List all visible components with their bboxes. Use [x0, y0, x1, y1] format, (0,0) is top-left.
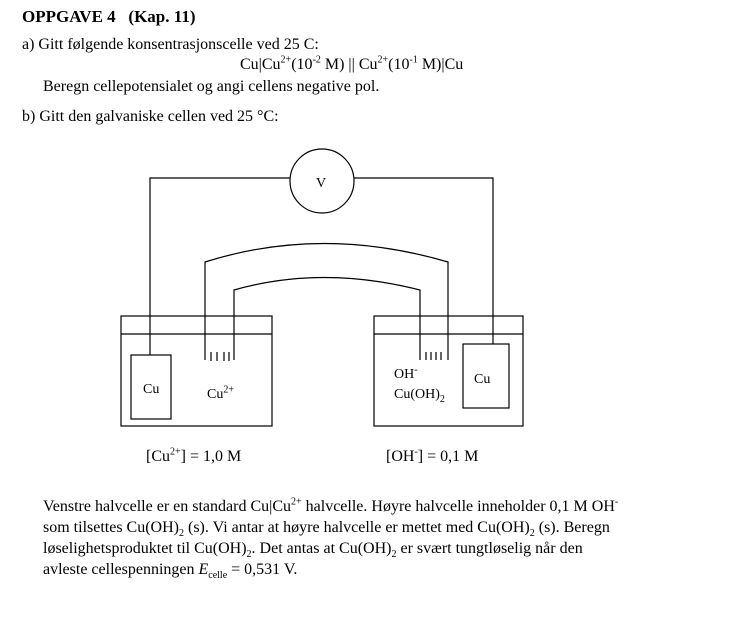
paragraph-line-4 [43, 561, 298, 582]
p4sub: celle [208, 570, 228, 582]
right-concentration [386, 448, 478, 466]
right-conc-charge: - [414, 446, 418, 458]
right-conc-value: ] = 0,1 M [417, 448, 479, 465]
left-beaker [121, 316, 272, 426]
p4b: = 0,531 V. [227, 561, 298, 578]
voltmeter-label: V [316, 176, 327, 191]
right-wire [354, 178, 493, 344]
part-a-question: Beregn cellepotensialet og angi cellens negative pol. [43, 78, 380, 95]
right-electrode-label: Cu [474, 372, 491, 387]
chapter-label: (Kap. 11) [128, 7, 196, 26]
part-b-intro: b) Gitt den galvaniske cellen ved 25 °C: [22, 108, 279, 125]
cell-right-conc: (10 [388, 56, 410, 73]
p2sub: 2 [179, 528, 184, 540]
cell-left-conc-close: M) || Cu [320, 56, 378, 73]
p4a: avleste cellespenningen [43, 561, 199, 578]
left-conc-charge: 2+ [170, 446, 181, 458]
cell-right-charge: 2+ [377, 54, 389, 66]
right-precip-sub: 2 [439, 393, 445, 405]
p2sub2: 2 [529, 528, 535, 540]
part-a-intro: a) Gitt følgende konsentrasjonscelle ved 25 C: [22, 36, 319, 53]
cell-right-exp: -1 [409, 54, 418, 66]
paragraph-line-1 [43, 498, 618, 516]
p3sub: 2 [246, 549, 252, 561]
right-precip: Cu(OH) [394, 387, 440, 402]
p1sup: 2+ [291, 496, 302, 508]
right-ion: OH [394, 367, 415, 382]
left-concentration [146, 448, 241, 466]
p4e: E [198, 561, 209, 578]
left-ion-label [207, 386, 234, 404]
left-conc-open: [Cu [146, 448, 170, 465]
salt-bridge-inner [234, 278, 420, 361]
p3sub2: 2 [391, 549, 397, 561]
p2b: (s). Vi antar at høyre halvcelle er mettet med Cu(OH) [184, 519, 530, 536]
left-conc-value: ] = 1,0 M [180, 448, 242, 465]
p2c: (s). Beregn [534, 519, 610, 536]
right-precip-label [394, 386, 445, 404]
cell-left-exp: -2 [312, 54, 321, 66]
left-electrode-label: Cu [143, 382, 160, 397]
cell-left-charge: 2+ [280, 54, 292, 66]
paragraph-line-3 [43, 540, 583, 561]
left-wire [150, 178, 290, 355]
left-ion: Cu [207, 387, 224, 402]
p3a: løselighetsproduktet til Cu(OH) [43, 540, 247, 557]
right-ion-label [394, 366, 418, 384]
p1a: Venstre halvcelle er en standard Cu|Cu [43, 498, 292, 515]
left-ion-charge: 2+ [223, 384, 234, 396]
cell-left-conc: (10 [291, 56, 313, 73]
salt-bridge-outer [205, 244, 448, 361]
cell-right-conc-close: M)|Cu [417, 56, 464, 73]
right-conc-open: [OH [386, 448, 415, 465]
paragraph-line-2 [43, 519, 610, 540]
right-ion-charge: - [414, 364, 418, 376]
task-label: OPPGAVE 4 [22, 7, 116, 26]
p2a: som tilsettes Cu(OH) [43, 519, 179, 536]
p3c: er svært tungtløselig når den [396, 540, 583, 557]
p1b: halvcelle. Høyre halvcelle inneholder 0,1 M OH [301, 498, 615, 515]
p3b: . Det antas at Cu(OH) [251, 540, 392, 557]
p1sup2: - [614, 496, 619, 508]
cell-left: Cu|Cu [240, 56, 281, 73]
